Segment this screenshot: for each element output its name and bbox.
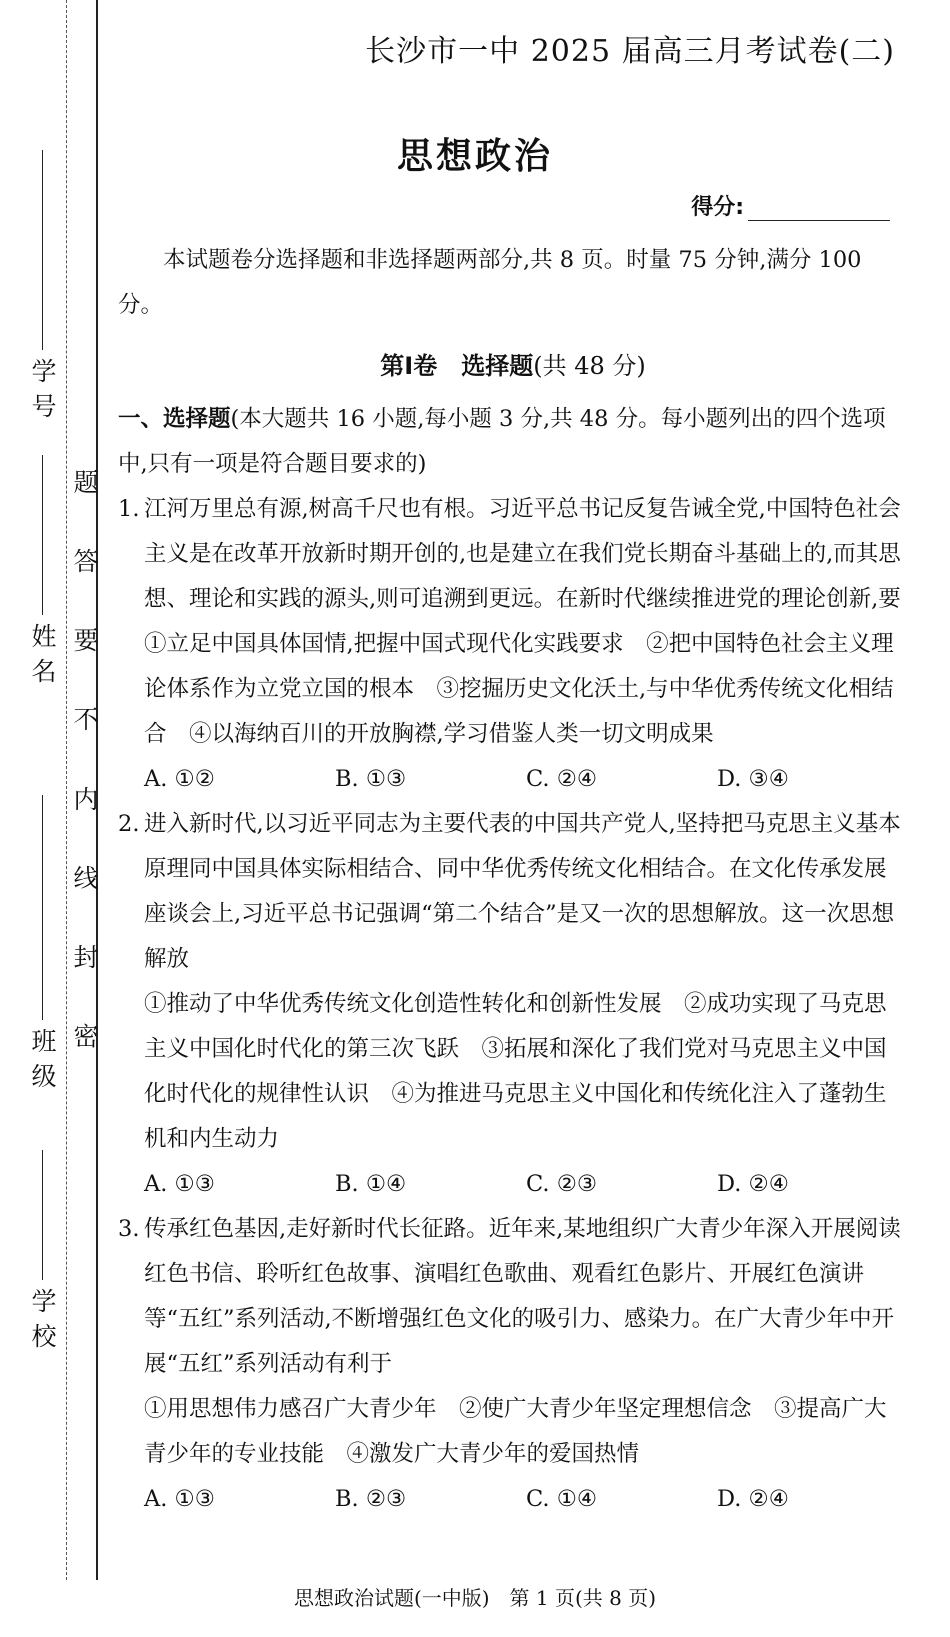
question-2 bbox=[118, 802, 908, 1207]
seal-char: 内 bbox=[73, 784, 99, 814]
seal-char: 密 bbox=[73, 1021, 99, 1051]
student-name-label: 姓名 bbox=[28, 623, 57, 693]
choice-d: D. ②④ bbox=[717, 1486, 789, 1512]
question-3 bbox=[118, 1207, 908, 1522]
seal-char: 封 bbox=[73, 942, 99, 972]
student-id-field bbox=[22, 150, 62, 436]
choice-c: C. ②③ bbox=[526, 1171, 598, 1197]
seal-char: 不 bbox=[73, 705, 99, 735]
student-id-label: 学号 bbox=[28, 358, 57, 428]
part-heading bbox=[118, 397, 908, 487]
intro-paragraph: 本试题卷分选择题和非选择题两部分,共 8 页。时量 75 分钟,满分 100 分。 bbox=[118, 247, 862, 318]
page-footer: 思想政治试题(一中版) 第 1 页(共 8 页) bbox=[293, 1586, 657, 1610]
question-number: 1. bbox=[118, 496, 140, 522]
choice-d: D. ②④ bbox=[717, 1171, 789, 1197]
section-title-rest: (共 48 分) bbox=[533, 352, 646, 380]
question-stem: 传承红色基因,走好新时代长征路。近年来,某地组织广大青少年深入开展阅读红色书信、聆听红色故事、演唱红色歌曲、观看红色影片、开展红色演讲等“五红”系列活动,不断增强红色文化的吸引力、感染力。在广大青少年中开展“五红”系列活动有利于 bbox=[144, 1216, 901, 1377]
section-title bbox=[118, 344, 908, 389]
score-label: 得分: bbox=[691, 195, 744, 220]
choice-c: C. ②④ bbox=[526, 766, 598, 792]
score-field bbox=[691, 190, 890, 221]
school-label: 学校 bbox=[28, 1288, 57, 1358]
seal-char: 要 bbox=[73, 626, 99, 656]
section-title-bold: 第Ⅰ卷 选择题 bbox=[380, 352, 534, 380]
answer-choices bbox=[118, 757, 908, 802]
score-blank bbox=[748, 198, 890, 221]
question-statements: ①立足中国具体国情,把握中国式现代化实践要求 ②把中国特色社会主义理论体系作为立党立国的根本 ③挖掘历史文化沃土,与中华优秀传统文化相结合 ④以海纳百川的开放胸襟,学习借鉴人类一切文明成果 bbox=[144, 631, 894, 747]
exam-header-title: 长沙市一中 2025 届高三月考试卷(二) bbox=[365, 34, 895, 69]
class-label: 班级 bbox=[28, 1028, 57, 1098]
choice-a: A. ①③ bbox=[144, 1486, 215, 1512]
subject-title: 思想政治 bbox=[396, 136, 553, 177]
seal-char: 答 bbox=[73, 547, 99, 577]
question-statements: ①用思想伟力感召广大青少年 ②使广大青少年坚定理想信念 ③提高广大青少年的专业技能 ④激发广大青少年的爱国热情 bbox=[144, 1396, 887, 1467]
choice-b: B. ①③ bbox=[335, 766, 407, 792]
choice-d: D. ③④ bbox=[717, 766, 789, 792]
student-name-field bbox=[22, 455, 62, 701]
exam-content bbox=[118, 238, 908, 1522]
seal-char: 线 bbox=[73, 863, 99, 893]
choice-b: B. ①④ bbox=[335, 1171, 407, 1197]
answer-choices bbox=[118, 1162, 908, 1207]
part-heading-rest: (本大题共 16 小题,每小题 3 分,共 48 分。每小题列出的四个选项中,只有一项是符合题目要求的) bbox=[118, 406, 886, 477]
choice-a: A. ①③ bbox=[144, 1171, 215, 1197]
question-statements: ①推动了中华优秀传统文化创造性转化和创新性发展 ②成功实现了马克思主义中国化时代化的第三次飞跃 ③拓展和深化了我们党对马克思主义中国化时代化的规律性认识 ④为推进马克思主义中国化和传统化注入了蓬勃生机和内生动力 bbox=[144, 991, 887, 1152]
seal-char: 题 bbox=[73, 468, 99, 497]
question-stem: 进入新时代,以习近平同志为主要代表的中国共产党人,坚持把马克思主义基本原理同中国具体实际相结合、同中华优秀传统文化相结合。在文化传承发展座谈会上,习近平总书记强调“第二个结合”是又一次的思想解放。这一次思想解放 bbox=[144, 811, 901, 972]
class-field bbox=[22, 795, 62, 1106]
question-number: 2. bbox=[118, 811, 140, 837]
choice-b: B. ②③ bbox=[335, 1486, 407, 1512]
seal-warning-text bbox=[66, 470, 106, 1050]
part-heading-bold: 一、选择题 bbox=[118, 406, 231, 432]
choice-a: A. ①② bbox=[144, 766, 215, 792]
choice-c: C. ①④ bbox=[526, 1486, 598, 1512]
answer-choices bbox=[118, 1477, 908, 1522]
question-number: 3. bbox=[118, 1216, 140, 1242]
question-1 bbox=[118, 487, 908, 802]
question-stem: 江河万里总有源,树高千尺也有根。习近平总书记反复告诫全党,中国特色社会主义是在改革开放新时期开创的,也是建立在我们党长期奋斗基础上的,而其思想、理论和实践的源头,则可追溯到更远。在新时代继续推进党的理论创新,要 bbox=[144, 496, 901, 612]
school-field bbox=[22, 1150, 62, 1366]
